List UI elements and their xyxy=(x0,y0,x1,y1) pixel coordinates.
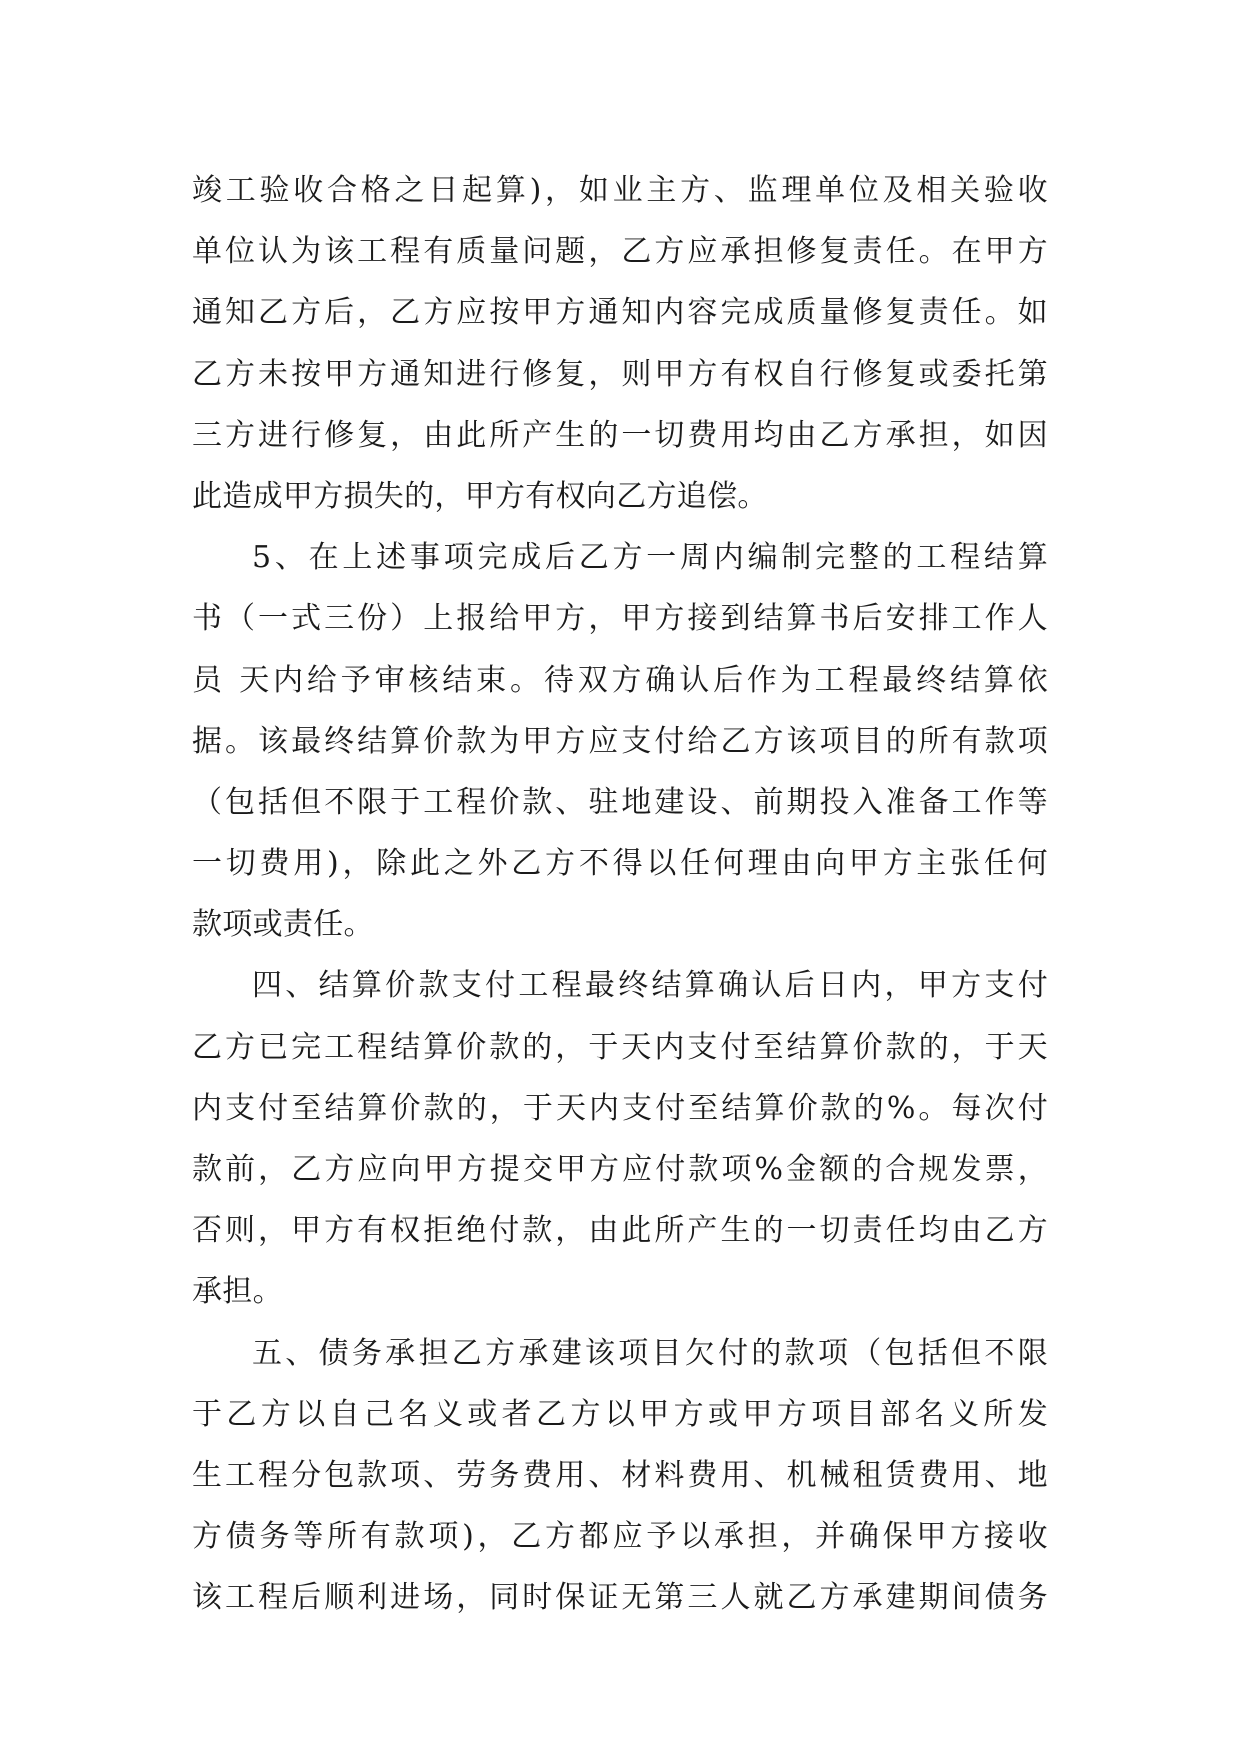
text-line: 员 天内给予审核结束。待双方确认后作为工程最终结算依 xyxy=(192,662,1048,698)
text-line: 单位认为该工程有质量问题，乙方应承担修复责任。在甲方 xyxy=(192,234,1048,270)
text-line: 据。该最终结算价款为甲方应支付给乙方该项目的所有款项 xyxy=(192,723,1048,759)
text-line: 书（一式三份）上报给甲方，甲方接到结算书后安排工作人 xyxy=(192,601,1048,637)
text-line: 此造成甲方损失的，甲方有权向乙方追偿。 xyxy=(192,478,768,514)
text-line: 内支付至结算价款的，于天内支付至结算价款的%。每次付 xyxy=(192,1090,1048,1126)
text-line: 款前，乙方应向甲方提交甲方应付款项%金额的合规发票， xyxy=(192,1152,1048,1187)
text-line: 三方进行修复，由此所产生的一切费用均由乙方承担，如因 xyxy=(192,417,1048,453)
paragraph-start-line: 五、债务承担乙方承建该项目欠付的款项（包括但不限 xyxy=(252,1335,1048,1371)
text-line: 一切费用)，除此之外乙方不得以任何理由向甲方主张任何 xyxy=(192,846,1048,882)
document-body xyxy=(192,160,1048,1629)
text-line: 承担。 xyxy=(192,1274,283,1310)
paragraph-start-line: 5、在上述事项完成后乙方一周内编制完整的工程结算 xyxy=(252,540,1048,576)
text-line: 乙方未按甲方通知进行修复，则甲方有权自行修复或委托第 xyxy=(192,356,1048,392)
text-line: 竣工验收合格之日起算)，如业主方、监理单位及相关验收 xyxy=(192,173,1048,208)
text-line: （包括但不限于工程价款、驻地建设、前期投入准备工作等 xyxy=(192,784,1048,820)
text-line: 款项或责任。 xyxy=(192,907,374,943)
text-line: 乙方已完工程结算价款的，于天内支付至结算价款的，于天 xyxy=(192,1029,1048,1065)
text-line: 该工程后顺利进场，同时保证无第三人就乙方承建期间债务 xyxy=(192,1580,1048,1616)
text-line: 否则，甲方有权拒绝付款，由此所产生的一切责任均由乙方 xyxy=(192,1213,1048,1249)
text-line: 通知乙方后，乙方应按甲方通知内容完成质量修复责任。如 xyxy=(192,295,1048,331)
text-line: 生工程分包款项、劳务费用、材料费用、机械租赁费用、地 xyxy=(192,1457,1048,1493)
paragraph-start-line: 四、结算价款支付工程最终结算确认后日内，甲方支付 xyxy=(252,968,1048,1004)
text-line: 方债务等所有款项)，乙方都应予以承担，并确保甲方接收 xyxy=(192,1519,1048,1555)
text-line: 于乙方以自己名义或者乙方以甲方或甲方项目部名义所发 xyxy=(192,1396,1048,1432)
